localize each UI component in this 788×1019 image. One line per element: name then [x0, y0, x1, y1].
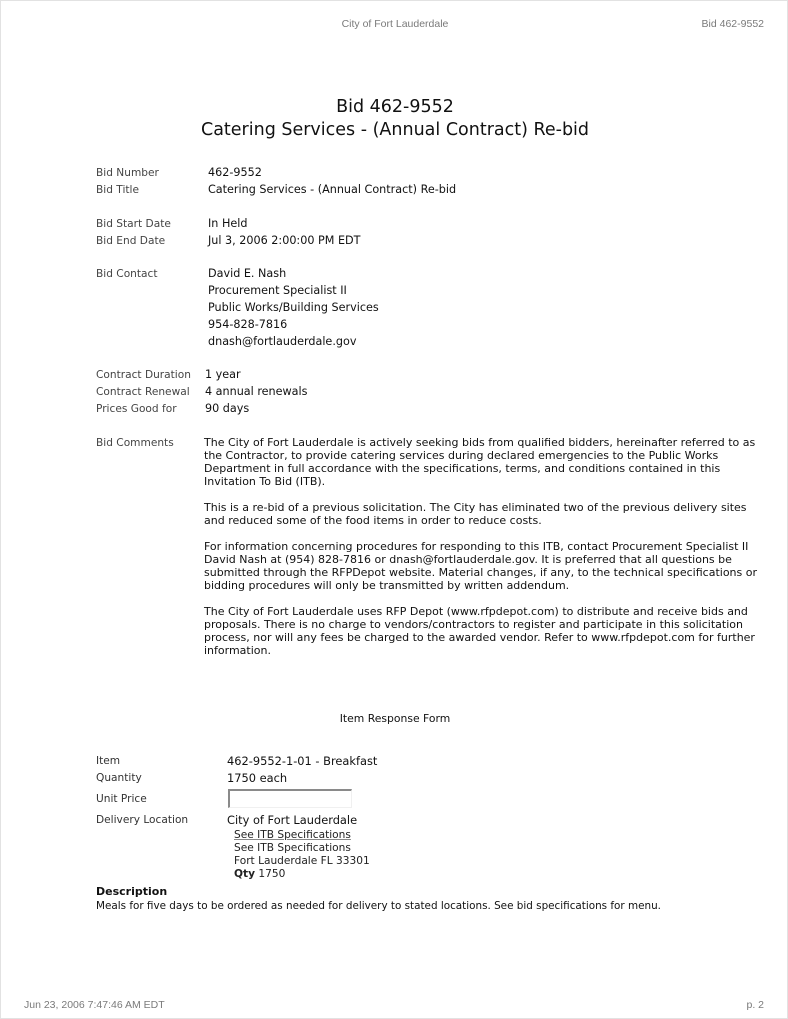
delivery-city-state-zip: Fort Lauderdale FL 33301	[234, 855, 370, 867]
bid-comments-label: Bid Comments	[96, 437, 174, 449]
item-label: Item	[96, 755, 121, 767]
page-title: Bid 462-9552	[336, 97, 454, 117]
page-subtitle: Catering Services - (Annual Contract) Re-bid	[200, 120, 590, 140]
delivery-location-name: City of Fort Lauderdale	[227, 813, 358, 827]
footer-page-number: p. 2	[746, 999, 764, 1011]
contract-renewal-label: Contract Renewal	[96, 386, 190, 398]
delivery-address-line2: See ITB Specifications	[234, 842, 351, 854]
bid-title-value: Catering Services - (Annual Contract) Re-bid	[208, 183, 457, 196]
delivery-qty-label: Qty	[234, 868, 255, 880]
contact-title: Procurement Specialist II	[208, 284, 347, 297]
quantity-label: Quantity	[96, 772, 142, 784]
bid-end-date-label: Bid End Date	[96, 235, 166, 247]
bid-number-label: Bid Number	[96, 167, 159, 179]
bid-contact-label: Bid Contact	[96, 268, 158, 280]
quantity-value: 1750 each	[227, 771, 288, 785]
description-text: Meals for five days to be ordered as needed for delivery to stated locations. See bid specifications for menu.	[96, 900, 661, 912]
delivery-address-line1-link[interactable]: See ITB Specifications	[234, 829, 351, 841]
delivery-qty	[234, 868, 285, 880]
footer-timestamp: Jun 23, 2006 7:47:46 AM EDT	[24, 999, 165, 1011]
comment-paragraph: The City of Fort Lauderdale is actively seeking bids from qualified bidders, hereinafter referred to as the Contractor, to provide catering services during declared emergencies to the Public Works Department in full accordance with the specifications, terms, and conditions contained in this Invitation To Bid (ITB).	[204, 436, 756, 488]
comment-paragraph: For information concerning procedures for responding to this ITB, contact Procurement Specialist II David Nash at (954) 828-7816 or dnash@fortlauderdale.gov. It is preferred that all questions be submitted through the RFPDepot website. Material changes, if any, to the technical specifications or bidding procedures will only be transmitted by written addendum.	[204, 540, 758, 592]
contract-renewal-value: 4 annual renewals	[205, 385, 308, 398]
contact-email: dnash@fortlauderdale.gov	[208, 335, 357, 348]
bid-start-date-label: Bid Start Date	[96, 218, 171, 230]
delivery-qty-value: 1750	[258, 868, 286, 880]
header-organization: City of Fort Lauderdale	[341, 18, 449, 30]
prices-good-for-value: 90 days	[205, 402, 250, 415]
comment-paragraph: The City of Fort Lauderdale uses RFP Depot (www.rfpdepot.com) to distribute and receive bids and proposals. There is no charge to vendors/contractors to register and participate in this solicitation process, nor will any fees be charged to the awarded vendor. Refer to www.rfpdepot.com for further information.	[204, 605, 755, 657]
bid-end-date-value: Jul 3, 2006 2:00:00 PM EDT	[208, 234, 361, 247]
contact-department: Public Works/Building Services	[208, 301, 379, 314]
contract-duration-value: 1 year	[205, 368, 241, 381]
item-value: 462-9552-1-01 - Breakfast	[227, 754, 378, 768]
contact-name: David E. Nash	[208, 267, 287, 280]
contract-duration-label: Contract Duration	[96, 369, 191, 381]
bid-start-date-value: In Held	[208, 217, 248, 230]
bid-number-value: 462-9552	[208, 166, 262, 179]
bid-title-label: Bid Title	[96, 184, 140, 196]
unit-price-input[interactable]	[228, 789, 352, 808]
bid-comments	[204, 436, 764, 670]
prices-good-for-label: Prices Good for	[96, 403, 177, 415]
contact-phone: 954-828-7816	[208, 318, 288, 331]
description-heading: Description	[96, 885, 168, 898]
header-bid-id: Bid 462-9552	[701, 18, 764, 30]
unit-price-label: Unit Price	[96, 793, 147, 805]
delivery-location-label: Delivery Location	[96, 814, 189, 826]
item-response-form-title: Item Response Form	[339, 712, 451, 725]
comment-paragraph: This is a re-bid of a previous solicitation. The City has eliminated two of the previous delivery sites and reduced some of the food items in order to reduce costs.	[204, 501, 747, 527]
